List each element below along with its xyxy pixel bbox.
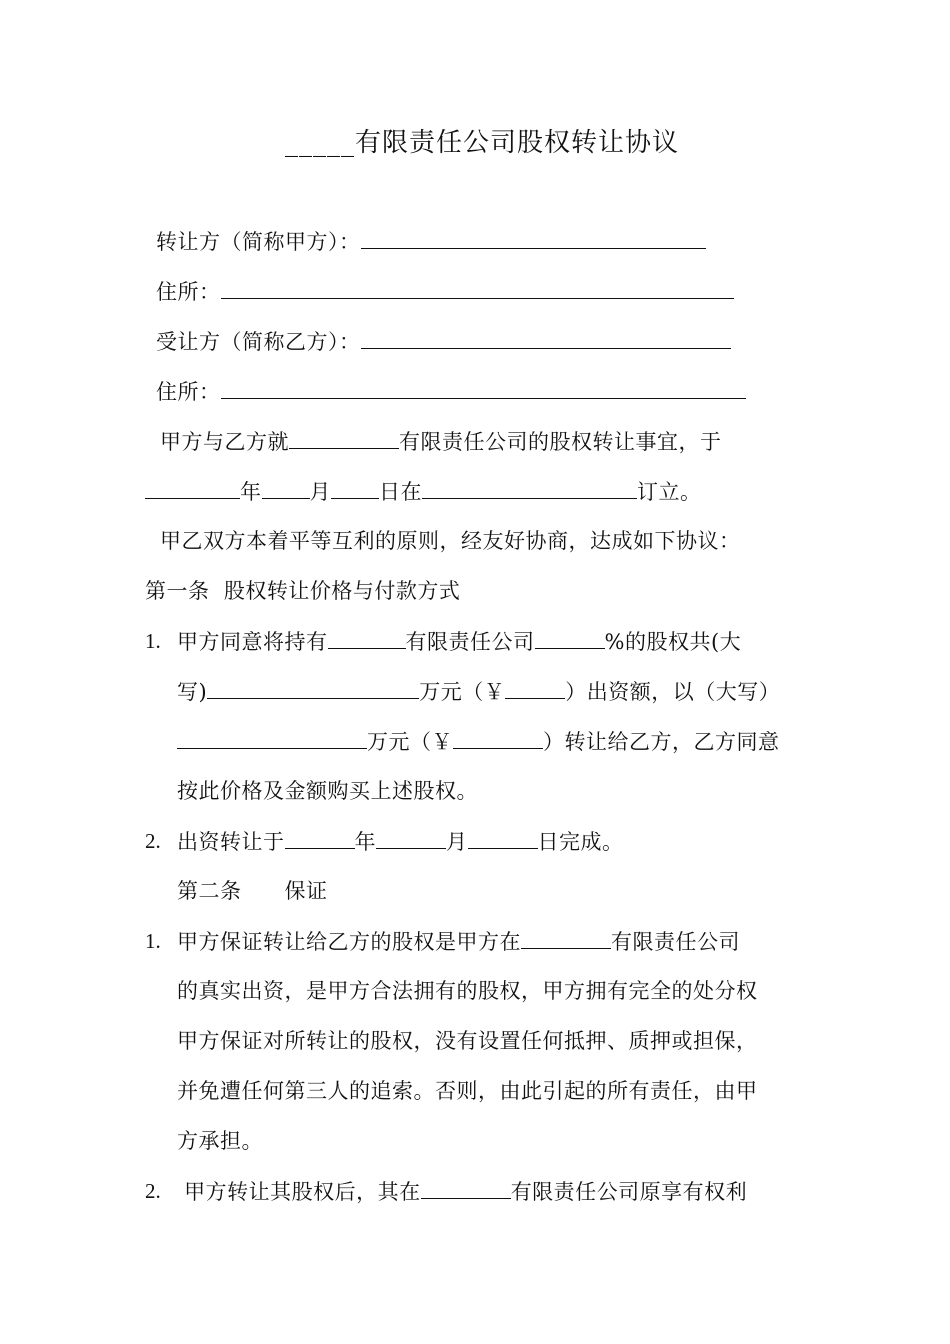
month-blank — [262, 476, 310, 499]
article-1-item-1-line-4: 按此价格及金额购买上述股权。 — [177, 779, 478, 803]
amount-blank — [505, 676, 565, 699]
intro-text: 甲方与乙方就 — [160, 430, 289, 454]
clause-text: ）转让给乙方，乙方同意 — [543, 730, 780, 754]
transferee-blank — [361, 326, 731, 349]
transferee-address-label: 住所： — [156, 380, 221, 404]
place-blank — [422, 476, 637, 499]
amount-words-blank — [207, 676, 419, 699]
clause-text: 出资转让于 — [177, 830, 285, 854]
company-blank — [521, 926, 611, 949]
transferor-blank — [361, 226, 706, 249]
transferee-address-blank — [221, 376, 746, 399]
clause-text: 万元（￥ — [419, 680, 506, 704]
day-blank — [468, 826, 538, 849]
article-2-item-1-line-3: 甲方保证对所转让的股权，没有设置任何抵押、质押或担保， — [177, 1029, 758, 1053]
intro-line-2 — [145, 476, 702, 507]
transferor-address-blank — [221, 276, 734, 299]
clause-text: 有限责任公司原享有权利 — [510, 1180, 748, 1204]
intro-text: 订立。 — [637, 480, 702, 504]
year-blank — [285, 826, 355, 849]
intro-line-1 — [160, 426, 722, 457]
clause-text: 万元（￥ — [367, 730, 453, 754]
document-title: _____有限责任公司股权转让协议 — [284, 128, 679, 158]
company-blank — [328, 626, 406, 649]
company-blank — [421, 1176, 511, 1199]
list-number: 1. — [145, 929, 161, 953]
company-blank — [289, 426, 399, 449]
article-1-item-2 — [177, 826, 624, 857]
transferee-address-line — [156, 376, 746, 407]
clause-text: ）出资额，以（大写） — [565, 680, 781, 704]
day-blank — [331, 476, 379, 499]
transferee-label: 受让方（简称乙方）： — [156, 330, 361, 354]
article-1-heading: 第一条 股权转让价格与付款方式 — [145, 579, 461, 603]
list-number: 1. — [145, 629, 161, 653]
article-2-heading: 第二条 保证 — [177, 879, 328, 903]
article-2-item-1-line-2: 的真实出资，是甲方合法拥有的股权，甲方拥有完全的处分权 — [177, 979, 758, 1003]
article-2-item-1-line-4: 并免遭任何第三人的追索。否则，由此引起的所有责任，由甲 — [177, 1079, 758, 1103]
list-number: 2. — [145, 829, 161, 853]
amount-blank — [453, 726, 543, 749]
intro-text: 有限责任公司的股权转让事宜，于 — [399, 430, 722, 454]
percent-blank — [535, 626, 605, 649]
intro-text: 年 — [240, 480, 262, 504]
article-1-item-1-line-2 — [177, 676, 780, 707]
clause-text: 月 — [446, 830, 468, 854]
intro-text: 月 — [309, 480, 331, 504]
intro-line-3: 甲乙双方本着平等互利的原则，经友好协商，达成如下协议： — [160, 529, 741, 553]
transferor-address-line — [156, 276, 734, 307]
intro-text: 日在 — [379, 480, 422, 504]
month-blank — [376, 826, 446, 849]
list-number: 2. — [145, 1179, 161, 1203]
clause-text: 日完成。 — [537, 830, 624, 854]
article-2-item-1-line-5: 方承担。 — [177, 1129, 263, 1153]
amount-words-blank — [177, 726, 367, 749]
transferee-line — [156, 326, 731, 357]
article-2-item-2-line-1 — [177, 1176, 747, 1207]
transferor-line — [156, 226, 706, 257]
clause-text: 甲方同意将持有 — [177, 630, 328, 654]
clause-text: 甲方转让其股权后，其在 — [177, 1180, 421, 1204]
clause-text: 写) — [177, 680, 208, 704]
clause-text: 年 — [354, 830, 376, 854]
clause-text: 有限责任公司 — [611, 930, 740, 954]
clause-text: 甲方保证转让给乙方的股权是甲方在 — [177, 930, 521, 954]
clause-text: %的股权共(大 — [604, 630, 742, 654]
clause-text: 有限责任公司 — [405, 630, 535, 654]
transferor-address-label: 住所： — [156, 280, 221, 304]
article-2-item-1-line-1 — [177, 926, 740, 957]
transferor-label: 转让方（简称甲方）： — [156, 230, 361, 254]
article-1-item-1-line-1 — [177, 626, 741, 657]
article-1-item-1-line-3 — [177, 726, 780, 757]
year-blank — [145, 476, 240, 499]
